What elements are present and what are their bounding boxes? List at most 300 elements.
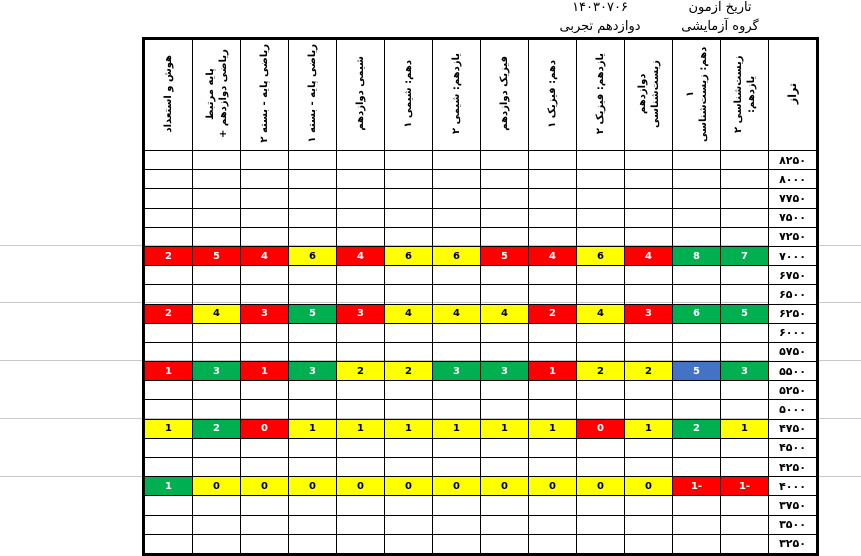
score-cell[interactable]: [673, 170, 721, 189]
score-cell[interactable]: [193, 458, 241, 477]
score-cell[interactable]: [337, 208, 385, 227]
score-cell[interactable]: [193, 381, 241, 400]
score-cell[interactable]: [433, 151, 481, 170]
score-cell[interactable]: [481, 342, 529, 361]
score-cell[interactable]: [529, 400, 577, 419]
score-cell[interactable]: [193, 400, 241, 419]
score-cell[interactable]: [481, 227, 529, 246]
score-cell[interactable]: [241, 151, 289, 170]
score-cell[interactable]: [481, 458, 529, 477]
score-cell[interactable]: 7: [721, 246, 769, 265]
score-cell[interactable]: [673, 515, 721, 534]
score-cell[interactable]: [193, 170, 241, 189]
score-cell[interactable]: [481, 381, 529, 400]
score-cell[interactable]: 4: [385, 304, 433, 323]
score-cell[interactable]: [481, 151, 529, 170]
score-cell[interactable]: [721, 285, 769, 304]
score-cell[interactable]: [385, 515, 433, 534]
score-cell[interactable]: [337, 400, 385, 419]
score-cell[interactable]: [577, 515, 625, 534]
score-cell[interactable]: [481, 534, 529, 554]
score-cell[interactable]: [144, 170, 193, 189]
score-cell[interactable]: [481, 189, 529, 208]
score-cell[interactable]: [385, 189, 433, 208]
score-cell[interactable]: [337, 170, 385, 189]
score-cell[interactable]: [625, 266, 673, 285]
score-cell[interactable]: 0: [193, 477, 241, 496]
score-cell[interactable]: 2: [193, 419, 241, 438]
score-cell[interactable]: [481, 208, 529, 227]
score-cell[interactable]: 3: [193, 362, 241, 381]
score-cell[interactable]: 2: [337, 362, 385, 381]
score-cell[interactable]: 2: [673, 419, 721, 438]
score-cell[interactable]: 6: [385, 246, 433, 265]
score-cell[interactable]: [193, 323, 241, 342]
score-cell[interactable]: [625, 189, 673, 208]
score-cell[interactable]: [385, 227, 433, 246]
score-cell[interactable]: -1: [673, 477, 721, 496]
score-cell[interactable]: [577, 189, 625, 208]
taraz-cell[interactable]: ۴۲۵۰: [769, 458, 818, 477]
score-cell[interactable]: [144, 208, 193, 227]
score-cell[interactable]: [721, 515, 769, 534]
score-cell[interactable]: 1: [529, 419, 577, 438]
score-cell[interactable]: [625, 515, 673, 534]
score-cell[interactable]: [289, 381, 337, 400]
score-cell[interactable]: [337, 534, 385, 554]
score-cell[interactable]: 4: [193, 304, 241, 323]
score-cell[interactable]: [721, 534, 769, 554]
score-cell[interactable]: [144, 515, 193, 534]
score-cell[interactable]: [529, 285, 577, 304]
score-cell[interactable]: 0: [241, 477, 289, 496]
score-cell[interactable]: 5: [673, 362, 721, 381]
score-cell[interactable]: [529, 208, 577, 227]
score-cell[interactable]: [433, 400, 481, 419]
score-cell[interactable]: 0: [529, 477, 577, 496]
score-cell[interactable]: [673, 496, 721, 515]
score-cell[interactable]: [625, 534, 673, 554]
score-cell[interactable]: [337, 285, 385, 304]
score-cell[interactable]: 5: [193, 246, 241, 265]
score-cell[interactable]: 4: [481, 304, 529, 323]
score-cell[interactable]: [337, 189, 385, 208]
score-cell[interactable]: [433, 342, 481, 361]
score-cell[interactable]: [529, 496, 577, 515]
score-cell[interactable]: 0: [337, 477, 385, 496]
column-header: [385, 39, 433, 151]
score-cell[interactable]: [577, 266, 625, 285]
score-cell[interactable]: 5: [721, 304, 769, 323]
score-cell[interactable]: [577, 381, 625, 400]
score-cell[interactable]: [721, 458, 769, 477]
score-cell[interactable]: [144, 381, 193, 400]
score-cell[interactable]: 0: [385, 477, 433, 496]
score-cell[interactable]: [241, 458, 289, 477]
score-cell[interactable]: [337, 266, 385, 285]
score-cell[interactable]: [289, 323, 337, 342]
score-cell[interactable]: [433, 323, 481, 342]
score-cell[interactable]: -1: [721, 477, 769, 496]
score-cell[interactable]: [385, 342, 433, 361]
score-cell[interactable]: [433, 266, 481, 285]
taraz-cell[interactable]: ۴۰۰۰: [769, 477, 818, 496]
score-cell[interactable]: [625, 458, 673, 477]
score-cell[interactable]: [721, 227, 769, 246]
score-cell[interactable]: [241, 496, 289, 515]
score-cell[interactable]: [241, 534, 289, 554]
score-cell[interactable]: [144, 438, 193, 457]
score-cell[interactable]: 0: [577, 477, 625, 496]
taraz-cell[interactable]: ۷۲۵۰: [769, 227, 818, 246]
score-cell[interactable]: 2: [625, 362, 673, 381]
score-cell[interactable]: 3: [433, 362, 481, 381]
score-cell[interactable]: [721, 438, 769, 457]
score-cell[interactable]: [144, 189, 193, 208]
score-cell[interactable]: 3: [337, 304, 385, 323]
score-cell[interactable]: [577, 496, 625, 515]
score-cell[interactable]: 5: [289, 304, 337, 323]
score-cell[interactable]: [241, 285, 289, 304]
score-cell[interactable]: [721, 381, 769, 400]
score-cell[interactable]: [673, 266, 721, 285]
score-cell[interactable]: [673, 342, 721, 361]
score-cell[interactable]: [193, 266, 241, 285]
score-cell[interactable]: [289, 266, 337, 285]
score-cell[interactable]: [193, 285, 241, 304]
score-cell[interactable]: [289, 496, 337, 515]
score-cell[interactable]: [577, 534, 625, 554]
score-cell[interactable]: [241, 266, 289, 285]
score-cell[interactable]: [721, 342, 769, 361]
score-cell[interactable]: [289, 458, 337, 477]
score-cell[interactable]: 0: [625, 477, 673, 496]
score-cell[interactable]: [385, 496, 433, 515]
score-cell[interactable]: 2: [577, 362, 625, 381]
score-cell[interactable]: [673, 438, 721, 457]
score-cell[interactable]: [193, 151, 241, 170]
score-cell[interactable]: [625, 323, 673, 342]
table-row: [144, 534, 818, 554]
column-header: [337, 39, 385, 151]
score-cell[interactable]: [529, 266, 577, 285]
score-cell[interactable]: [529, 170, 577, 189]
score-cell[interactable]: 3: [289, 362, 337, 381]
score-cell[interactable]: [481, 400, 529, 419]
score-cell[interactable]: [144, 400, 193, 419]
score-cell[interactable]: [481, 285, 529, 304]
score-cell[interactable]: [433, 496, 481, 515]
taraz-cell[interactable]: ۷۰۰۰: [769, 246, 818, 265]
score-cell[interactable]: [481, 438, 529, 457]
score-cell[interactable]: [193, 227, 241, 246]
score-cell[interactable]: 0: [577, 419, 625, 438]
score-cell[interactable]: [337, 151, 385, 170]
score-cell[interactable]: 1: [433, 419, 481, 438]
score-cell[interactable]: [625, 285, 673, 304]
score-cell[interactable]: [289, 515, 337, 534]
score-cell[interactable]: 0: [289, 477, 337, 496]
score-cell[interactable]: 2: [144, 304, 193, 323]
score-cell[interactable]: [673, 458, 721, 477]
score-cell[interactable]: [433, 227, 481, 246]
score-cell[interactable]: [433, 534, 481, 554]
taraz-cell[interactable]: ۶۰۰۰: [769, 323, 818, 342]
score-cell[interactable]: [481, 266, 529, 285]
score-cell[interactable]: [385, 151, 433, 170]
score-cell[interactable]: [721, 151, 769, 170]
score-cell[interactable]: 1: [144, 419, 193, 438]
taraz-cell[interactable]: ۴۷۵۰: [769, 419, 818, 438]
score-cell[interactable]: [241, 227, 289, 246]
score-cell[interactable]: [529, 458, 577, 477]
score-cell[interactable]: [433, 189, 481, 208]
score-cell[interactable]: [144, 227, 193, 246]
score-cell[interactable]: [385, 438, 433, 457]
score-cell[interactable]: 0: [433, 477, 481, 496]
score-cell[interactable]: [385, 266, 433, 285]
score-cell[interactable]: [144, 323, 193, 342]
score-cell[interactable]: [337, 381, 385, 400]
score-cell[interactable]: [385, 323, 433, 342]
taraz-cell[interactable]: ۳۵۰۰: [769, 515, 818, 534]
score-cell[interactable]: [577, 227, 625, 246]
score-cell[interactable]: [241, 438, 289, 457]
score-cell[interactable]: 1: [337, 419, 385, 438]
taraz-cell[interactable]: ۵۲۵۰: [769, 381, 818, 400]
score-cell[interactable]: 0: [481, 477, 529, 496]
score-cell[interactable]: [577, 458, 625, 477]
score-cell[interactable]: [241, 381, 289, 400]
score-cell[interactable]: [529, 515, 577, 534]
score-cell[interactable]: [337, 342, 385, 361]
score-cell[interactable]: [625, 496, 673, 515]
score-cell[interactable]: [625, 170, 673, 189]
score-cell[interactable]: [193, 438, 241, 457]
score-cell[interactable]: 1: [481, 419, 529, 438]
score-cell[interactable]: [289, 227, 337, 246]
score-cell[interactable]: 1: [241, 362, 289, 381]
score-cell[interactable]: 2: [385, 362, 433, 381]
score-cell[interactable]: 6: [433, 246, 481, 265]
score-cell[interactable]: [673, 381, 721, 400]
score-cell[interactable]: 1: [529, 362, 577, 381]
score-cell[interactable]: [289, 151, 337, 170]
score-cell[interactable]: [577, 438, 625, 457]
score-cell[interactable]: 4: [337, 246, 385, 265]
score-cell[interactable]: [625, 381, 673, 400]
table-row: [144, 400, 818, 419]
score-cell[interactable]: 6: [577, 246, 625, 265]
score-cell[interactable]: [241, 400, 289, 419]
column-header: [144, 39, 193, 151]
score-cell[interactable]: [241, 208, 289, 227]
score-cell[interactable]: [481, 515, 529, 534]
taraz-cell[interactable]: ۵۰۰۰: [769, 400, 818, 419]
score-cell[interactable]: [289, 438, 337, 457]
score-cell[interactable]: [673, 323, 721, 342]
score-cell[interactable]: [529, 438, 577, 457]
score-cell[interactable]: [289, 342, 337, 361]
score-cell[interactable]: [577, 342, 625, 361]
score-cell[interactable]: [673, 227, 721, 246]
score-cell[interactable]: 4: [433, 304, 481, 323]
score-cell[interactable]: [385, 381, 433, 400]
taraz-cell[interactable]: ۷۵۰۰: [769, 208, 818, 227]
score-cell[interactable]: 3: [241, 304, 289, 323]
score-cell[interactable]: [337, 458, 385, 477]
score-cell[interactable]: [337, 496, 385, 515]
score-cell[interactable]: [721, 266, 769, 285]
score-cell[interactable]: 1: [385, 419, 433, 438]
score-cell[interactable]: [385, 170, 433, 189]
score-cell[interactable]: [529, 189, 577, 208]
score-cell[interactable]: [144, 151, 193, 170]
score-cell[interactable]: [529, 151, 577, 170]
score-cell[interactable]: [241, 170, 289, 189]
score-cell[interactable]: [577, 323, 625, 342]
score-cell[interactable]: [721, 170, 769, 189]
score-cell[interactable]: [673, 189, 721, 208]
score-cell[interactable]: [625, 342, 673, 361]
score-cell[interactable]: 8: [673, 246, 721, 265]
score-cell[interactable]: [337, 323, 385, 342]
score-cell[interactable]: [337, 438, 385, 457]
score-cell[interactable]: 6: [673, 304, 721, 323]
score-cell[interactable]: [144, 342, 193, 361]
score-cell[interactable]: [529, 227, 577, 246]
taraz-cell[interactable]: ۳۲۵۰: [769, 534, 818, 554]
taraz-cell[interactable]: ۶۷۵۰: [769, 266, 818, 285]
score-cell[interactable]: [385, 400, 433, 419]
score-cell[interactable]: 1: [144, 477, 193, 496]
score-cell[interactable]: 4: [241, 246, 289, 265]
score-cell[interactable]: [337, 515, 385, 534]
score-cell[interactable]: [337, 227, 385, 246]
score-cell[interactable]: [721, 323, 769, 342]
score-cell[interactable]: [577, 208, 625, 227]
score-cell[interactable]: [481, 496, 529, 515]
taraz-cell[interactable]: ۸۰۰۰: [769, 170, 818, 189]
score-cell[interactable]: [433, 208, 481, 227]
score-cell[interactable]: [289, 285, 337, 304]
taraz-cell[interactable]: ۷۷۵۰: [769, 189, 818, 208]
score-cell[interactable]: [433, 458, 481, 477]
score-cell[interactable]: [433, 438, 481, 457]
taraz-cell[interactable]: ۵۷۵۰: [769, 342, 818, 361]
score-cell[interactable]: [673, 208, 721, 227]
score-cell[interactable]: 3: [481, 362, 529, 381]
score-cell[interactable]: [721, 496, 769, 515]
score-cell[interactable]: [529, 323, 577, 342]
score-cell[interactable]: 3: [625, 304, 673, 323]
taraz-cell[interactable]: ۵۵۰۰: [769, 362, 818, 381]
taraz-cell[interactable]: ۶۲۵۰: [769, 304, 818, 323]
score-cell[interactable]: [625, 227, 673, 246]
column-header: [673, 39, 721, 151]
taraz-cell[interactable]: ۸۲۵۰: [769, 151, 818, 170]
score-cell[interactable]: 2: [529, 304, 577, 323]
score-cell[interactable]: [625, 151, 673, 170]
score-cell[interactable]: [385, 285, 433, 304]
score-cell[interactable]: [193, 515, 241, 534]
score-cell[interactable]: 4: [625, 246, 673, 265]
score-cell[interactable]: [385, 208, 433, 227]
score-cell[interactable]: [289, 189, 337, 208]
score-cell[interactable]: [433, 381, 481, 400]
score-cell[interactable]: [577, 170, 625, 189]
score-cell[interactable]: [673, 400, 721, 419]
score-cell[interactable]: [289, 534, 337, 554]
score-cell[interactable]: [529, 534, 577, 554]
score-cell[interactable]: [144, 534, 193, 554]
score-cell[interactable]: [241, 323, 289, 342]
score-cell[interactable]: [193, 189, 241, 208]
score-cell[interactable]: [241, 342, 289, 361]
score-cell[interactable]: [529, 342, 577, 361]
score-cell[interactable]: [193, 496, 241, 515]
score-cell[interactable]: 3: [721, 362, 769, 381]
taraz-cell[interactable]: ۶۵۰۰: [769, 285, 818, 304]
score-cell[interactable]: [144, 285, 193, 304]
score-cell[interactable]: 6: [289, 246, 337, 265]
score-cell[interactable]: [241, 515, 289, 534]
score-cell[interactable]: [193, 208, 241, 227]
score-cell[interactable]: [193, 342, 241, 361]
score-cell[interactable]: 2: [144, 246, 193, 265]
score-cell[interactable]: [289, 208, 337, 227]
score-cell[interactable]: [673, 285, 721, 304]
score-cell[interactable]: [144, 496, 193, 515]
score-cell[interactable]: [385, 458, 433, 477]
taraz-cell[interactable]: ۴۵۰۰: [769, 438, 818, 457]
score-cell[interactable]: [481, 323, 529, 342]
score-cell[interactable]: [289, 400, 337, 419]
score-cell[interactable]: [241, 189, 289, 208]
score-cell[interactable]: [433, 170, 481, 189]
score-cell[interactable]: 1: [721, 419, 769, 438]
score-cell[interactable]: [625, 438, 673, 457]
score-cell[interactable]: 1: [289, 419, 337, 438]
score-cell[interactable]: [625, 400, 673, 419]
taraz-cell[interactable]: ۳۷۵۰: [769, 496, 818, 515]
score-cell[interactable]: 0: [241, 419, 289, 438]
score-cell[interactable]: [481, 170, 529, 189]
score-cell[interactable]: [721, 208, 769, 227]
score-cell[interactable]: 5: [481, 246, 529, 265]
score-cell[interactable]: [625, 208, 673, 227]
score-cell[interactable]: [144, 458, 193, 477]
score-cell[interactable]: [577, 400, 625, 419]
score-cell[interactable]: [673, 534, 721, 554]
score-cell[interactable]: [144, 266, 193, 285]
score-cell[interactable]: 4: [529, 246, 577, 265]
score-cell[interactable]: [529, 381, 577, 400]
score-cell[interactable]: [433, 515, 481, 534]
score-cell[interactable]: [289, 170, 337, 189]
score-cell[interactable]: 1: [625, 419, 673, 438]
score-cell[interactable]: [721, 400, 769, 419]
score-cell[interactable]: [673, 151, 721, 170]
score-cell[interactable]: 4: [577, 304, 625, 323]
score-cell[interactable]: [433, 285, 481, 304]
score-cell[interactable]: [577, 285, 625, 304]
score-cell[interactable]: [577, 151, 625, 170]
score-cell[interactable]: [385, 534, 433, 554]
score-cell[interactable]: [721, 189, 769, 208]
score-cell[interactable]: 1: [144, 362, 193, 381]
score-cell[interactable]: [193, 534, 241, 554]
